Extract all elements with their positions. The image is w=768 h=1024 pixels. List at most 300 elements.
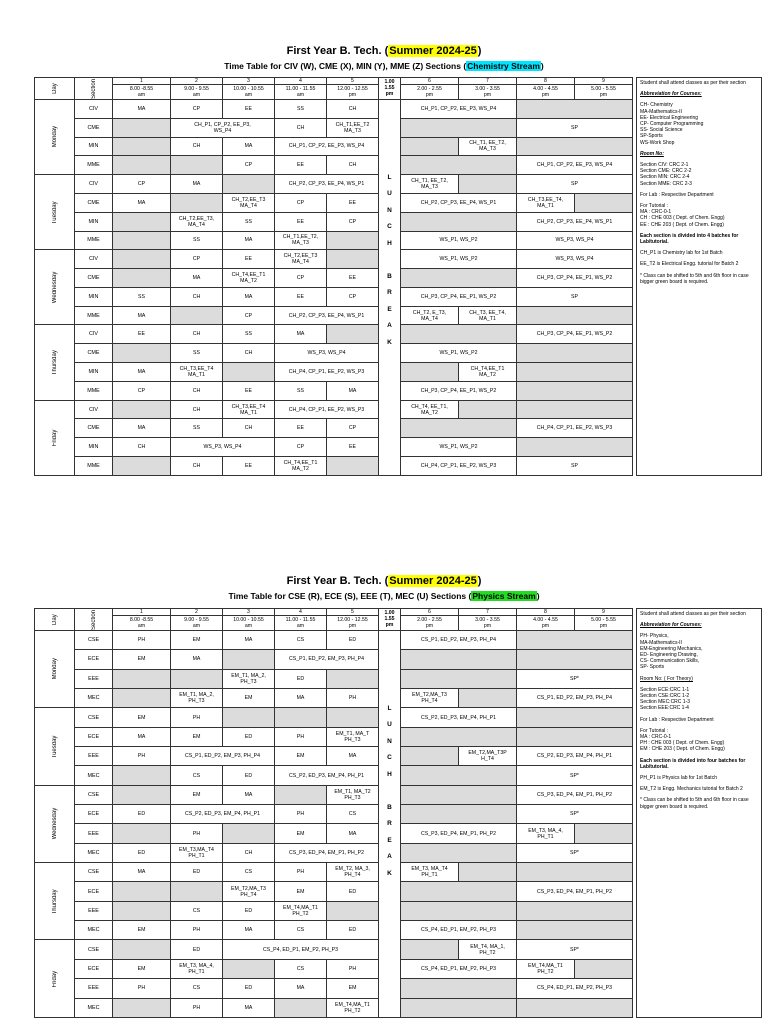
class-slot: CH <box>327 99 379 118</box>
table-row <box>35 766 633 785</box>
lunch-letter: K <box>387 338 392 346</box>
class-slot: SS <box>275 381 327 400</box>
class-slot: CH_P2, CP_P3, EE_P4, WS_P1 <box>401 193 517 212</box>
lunch-letter: N <box>387 737 392 745</box>
note-text: Student shall attend classes as per their section <box>640 80 746 86</box>
section-label: CME <box>75 193 113 212</box>
period-number: 2 <box>171 609 223 616</box>
table-row <box>35 747 633 766</box>
class-slot: CH_T4,EE_T1 MA_T2 <box>223 269 275 288</box>
class-slot: EM <box>275 747 327 766</box>
class-slot: CS_P4, ED_P1, EM_P2, PH_P3 <box>401 959 517 978</box>
empty-slot <box>327 457 379 476</box>
empty-slot <box>517 901 633 920</box>
lunch-letter: A <box>387 853 392 861</box>
class-slot: CH_P1, CP_P2, EE_P3, WS_P4 <box>517 156 633 175</box>
period-number: 3 <box>223 78 275 85</box>
empty-slot <box>223 650 275 669</box>
class-slot: CH_P3, CP_P4, EE_P1, WS_P2 <box>517 325 633 344</box>
class-slot: CP <box>113 175 171 194</box>
class-slot: ED <box>113 843 171 862</box>
lunch-letter: R <box>387 289 392 297</box>
class-slot: WS_P3, WS_P4 <box>517 231 633 250</box>
note-text: CH_P1 is Chemistry lab for 1st Batch <box>640 250 723 257</box>
class-slot: CH_T1, EE_T2, MA_T3 <box>401 175 459 194</box>
empty-slot <box>113 940 171 959</box>
class-slot: WS_P1, WS_P2 <box>401 438 517 457</box>
table-row <box>35 805 633 824</box>
section-label: CSE <box>75 863 113 882</box>
class-slot: CS_P2, ED_P3, EM_P4, PH_P1 <box>517 747 633 766</box>
header-section: Section <box>75 609 113 631</box>
class-slot: CP <box>327 212 379 231</box>
class-slot: CH_P1, CP_P2, EE_P3, WS_P4 <box>401 99 517 118</box>
empty-slot <box>113 137 171 156</box>
class-slot: MA <box>113 99 171 118</box>
section-label: MME <box>75 156 113 175</box>
section-label: ECE <box>75 959 113 978</box>
section-label: MIN <box>75 212 113 231</box>
class-slot: CH_P2, CP_P3, EE_P4, WS_P1 <box>275 175 379 194</box>
class-slot: ED <box>171 863 223 882</box>
class-slot: EM <box>113 650 171 669</box>
class-slot: CH_P1, CP_P2, EE_P3, WS_P4 <box>275 137 379 156</box>
class-slot: EM <box>171 785 223 804</box>
empty-slot <box>113 231 171 250</box>
table-row <box>35 381 633 400</box>
table-row <box>35 708 633 727</box>
class-slot: EM_T1, MA_T2 PH_T3 <box>327 785 379 804</box>
table-row <box>35 689 633 708</box>
note-text: * Class can be shifted to 5th and 6th floor in case bigger green board is required. <box>640 797 749 810</box>
lunch-letter: R <box>387 820 392 828</box>
lunch-letter: H <box>387 239 392 247</box>
empty-slot <box>275 785 327 804</box>
period-number: 9 <box>575 609 633 616</box>
empty-slot <box>327 325 379 344</box>
class-slot: CH_P2, CP_P3, EE_P4, WS_P1 <box>275 306 379 325</box>
class-slot: CS <box>327 805 379 824</box>
period-time: 12.00 - 12.55 pm <box>327 616 379 631</box>
table-row <box>35 921 633 940</box>
empty-slot <box>401 419 517 438</box>
section-label: CSE <box>75 708 113 727</box>
class-slot: PH <box>171 824 223 843</box>
class-slot: CS <box>275 921 327 940</box>
table-row <box>35 193 633 212</box>
header-section: Section <box>75 78 113 100</box>
section-label: MME <box>75 231 113 250</box>
empty-slot <box>517 137 633 156</box>
class-slot: EM_T4,MA_T1 PH_T2 <box>275 901 327 920</box>
period-number: 7 <box>459 78 517 85</box>
period-time: 10.00 - 10.55 am <box>223 85 275 100</box>
empty-slot <box>401 747 459 766</box>
empty-slot <box>171 882 223 901</box>
period-number: 4 <box>275 609 327 616</box>
section-label: CIV <box>75 325 113 344</box>
notes-panel <box>636 77 762 476</box>
class-slot: CP <box>113 381 171 400</box>
class-slot: CH <box>223 419 275 438</box>
timetable-grid <box>34 77 633 476</box>
class-slot: EM <box>275 882 327 901</box>
class-slot: CH <box>223 344 275 363</box>
class-slot: CH_T3,EE_T4 MA_T1 <box>171 363 223 382</box>
empty-slot <box>113 882 171 901</box>
empty-slot <box>575 959 633 978</box>
section-label: MEC <box>75 843 113 862</box>
note-text: Section ECE:CRC 1-1 Section CSE:CRC 1-2 Section MEC:CRC 1-3 Section EEE:CRC 1-4 <box>640 686 691 712</box>
class-slot: EM <box>113 921 171 940</box>
empty-slot <box>517 921 633 940</box>
header-day: Day <box>35 78 75 100</box>
empty-slot <box>401 843 517 862</box>
table-row <box>35 287 633 306</box>
empty-slot <box>275 708 327 727</box>
class-slot: CS <box>171 901 223 920</box>
lunch-letter: U <box>387 190 392 198</box>
table-row <box>35 727 633 746</box>
class-slot: SP* <box>517 669 633 688</box>
class-slot: EM_T1, MA_2, PH_T3 <box>223 669 275 688</box>
empty-slot <box>401 363 459 382</box>
section-label: MIN <box>75 438 113 457</box>
class-slot: CS <box>223 863 275 882</box>
empty-slot <box>223 363 275 382</box>
class-slot: SP* <box>517 843 633 862</box>
empty-slot <box>517 727 633 746</box>
empty-slot <box>171 193 223 212</box>
empty-slot <box>401 727 517 746</box>
table-row <box>35 156 633 175</box>
class-slot: SS <box>275 99 327 118</box>
section-label: CME <box>75 269 113 288</box>
empty-slot <box>113 156 171 175</box>
class-slot: EM_T1, MA_T PH_T3 <box>327 727 379 746</box>
lunch-letter: B <box>387 272 392 280</box>
lunch-letter: C <box>387 754 392 762</box>
note-text: Each section is divided into four batches for Lab/tutorial. <box>640 757 746 770</box>
class-slot: EM <box>223 689 275 708</box>
table-row <box>35 231 633 250</box>
section-label: MEC <box>75 766 113 785</box>
empty-slot <box>517 630 633 649</box>
section-label: EEE <box>75 824 113 843</box>
note-text: Abbreviation for Courses: <box>640 91 702 98</box>
class-slot: PH <box>171 921 223 940</box>
subtitle-suffix: ) <box>536 591 540 601</box>
class-slot: ED <box>171 940 223 959</box>
empty-slot <box>517 438 633 457</box>
class-slot: MA <box>113 727 171 746</box>
class-slot: ED <box>275 669 327 688</box>
empty-slot <box>575 193 633 212</box>
note-text: Section CIV: CRC 2-1 Section CME: CRC 2-2 Section MIN: CRC 2-4 Section MME: CRC 2-3 <box>640 162 692 187</box>
section-label: EEE <box>75 669 113 688</box>
empty-slot <box>401 940 459 959</box>
page-subtitle <box>0 61 768 72</box>
table-row <box>35 843 633 862</box>
table-row <box>35 630 633 649</box>
day-label: Monday <box>35 99 75 174</box>
class-slot: PH <box>171 708 223 727</box>
class-slot: ED <box>223 901 275 920</box>
page-title <box>0 575 768 588</box>
table-row <box>35 940 633 959</box>
period-number: 5 <box>327 78 379 85</box>
period-number: 5 <box>327 609 379 616</box>
empty-slot <box>113 212 171 231</box>
empty-slot <box>401 805 517 824</box>
table-row <box>35 438 633 457</box>
empty-slot <box>327 231 379 250</box>
class-slot: CH <box>223 843 275 862</box>
note-text: For Lab : Respective Department <box>640 716 714 723</box>
empty-slot <box>401 269 517 288</box>
class-slot: EM_T3,MA_T4 PH_T1 <box>171 843 223 862</box>
class-slot: ED <box>113 805 171 824</box>
empty-slot <box>401 212 517 231</box>
class-slot: CH_P1, CP_P2, EE_P3, WS_P4 <box>171 118 275 137</box>
class-slot: EM <box>275 824 327 843</box>
empty-slot <box>113 901 171 920</box>
class-slot: CH_P2, CP_P3, EE_P4, WS_P1 <box>517 212 633 231</box>
section-label: CME <box>75 344 113 363</box>
note-text: For Tutorial : MA : CRC-0-1 CH : CHE 003 ( Dept. of Chem. Engg) EE : CHE 203 ( Dept. of Chem. Engg) <box>640 203 725 228</box>
lunch-letter: H <box>387 770 392 778</box>
period-number: 7 <box>459 609 517 616</box>
class-slot: EM_T4,MA_T1 PH_T2 <box>517 959 575 978</box>
class-slot: MA <box>327 824 379 843</box>
period-number: 2 <box>171 78 223 85</box>
class-slot: SS <box>113 287 171 306</box>
class-slot: EM_T2,MA_T3 PH_T4 <box>401 689 459 708</box>
class-slot: ED <box>223 979 275 998</box>
empty-slot <box>401 118 517 137</box>
class-slot: PH <box>327 959 379 978</box>
class-slot: EE <box>327 193 379 212</box>
class-slot: CH_T3, EE_T4, MA_T1 <box>459 306 517 325</box>
class-slot: EE <box>327 438 379 457</box>
empty-slot <box>223 959 275 978</box>
class-slot: CS_P2, ED_P3, EM_P4, PH_P1 <box>171 805 275 824</box>
section-label: MEC <box>75 921 113 940</box>
lunch-letter: N <box>387 206 392 214</box>
note-text: For Tutorial : MA : CRC-0-1 PH : CHE 003 ( Dept. of Chem. Engg) EM : CHE 203 ( Dept. of Chem. Engg) <box>640 727 725 753</box>
class-slot: CS_P4, ED_P1, EM_P2, PH_P3 <box>401 921 517 940</box>
table-row <box>35 882 633 901</box>
class-slot: EE <box>327 269 379 288</box>
class-slot: SS <box>223 212 275 231</box>
class-slot: SS <box>171 344 223 363</box>
empty-slot <box>459 863 517 882</box>
empty-slot <box>275 998 327 1018</box>
section-label: CIV <box>75 99 113 118</box>
class-slot: CH_T3,EE_T4 MA_T1 <box>223 400 275 419</box>
class-slot: CP <box>223 156 275 175</box>
class-slot: SP* <box>517 766 633 785</box>
class-slot: CH_T2,EE_T3 MA_T4 <box>223 193 275 212</box>
class-slot: MA <box>327 747 379 766</box>
period-time: 2.00 - 2.55 pm <box>401 616 459 631</box>
class-slot: EM_T1, MA_2, PH_T3 <box>171 689 223 708</box>
header-row-times <box>35 616 633 631</box>
class-slot: CS_P4, ED_P1, EM_P2, PH_P3 <box>223 940 379 959</box>
empty-slot <box>517 863 633 882</box>
section-label: MME <box>75 306 113 325</box>
day-label: Wednesday <box>35 250 75 325</box>
period-time: 12.00 - 12.55 pm <box>327 85 379 100</box>
class-slot: EM_T2,MA_T3 PH_T4 <box>223 882 275 901</box>
class-slot: EE <box>223 99 275 118</box>
class-slot: CH <box>171 381 223 400</box>
header-row-times <box>35 85 633 100</box>
note-text: Abbreviation for Courses: <box>640 622 702 629</box>
class-slot: CH <box>113 438 171 457</box>
table-row <box>35 650 633 669</box>
class-slot: WS_P1, WS_P2 <box>401 250 517 269</box>
section-label: MEC <box>75 998 113 1018</box>
class-slot: EE <box>223 250 275 269</box>
empty-slot <box>401 785 517 804</box>
subtitle-highlight: Chemistry Stream <box>467 61 540 71</box>
day-label: Wednesday <box>35 785 75 862</box>
class-slot: CH_T4, EE_T1, MA_T2 <box>401 400 459 419</box>
class-slot: PH <box>275 727 327 746</box>
table-row <box>35 979 633 998</box>
section-label: MIN <box>75 363 113 382</box>
class-slot: CH_T2,EE_T3 MA_T4 <box>275 250 327 269</box>
empty-slot <box>113 344 171 363</box>
class-slot: CH_P4, CP_P1, EE_P2, WS_P3 <box>517 419 633 438</box>
table-row <box>35 824 633 843</box>
note-text: * Class can be shifted to 5th and 6th floor in case bigger green board is required. <box>640 272 749 285</box>
class-slot: SP <box>517 175 633 194</box>
empty-slot <box>401 766 517 785</box>
lunch-break-column <box>379 99 401 475</box>
section-label: CIV <box>75 250 113 269</box>
table-row <box>35 269 633 288</box>
empty-slot <box>401 325 517 344</box>
class-slot: CS_P1, ED_P2, EM_P3, PH_P4 <box>401 630 517 649</box>
class-slot: CP <box>327 419 379 438</box>
class-slot: CP <box>275 269 327 288</box>
empty-slot <box>401 650 517 669</box>
empty-slot <box>113 250 171 269</box>
table-row <box>35 363 633 382</box>
class-slot: CS_P1, ED_P2, EM_P3, PH_P4 <box>275 650 379 669</box>
day-label: Friday <box>35 400 75 475</box>
class-slot: WS_P1, WS_P2 <box>401 231 517 250</box>
class-slot: PH <box>113 630 171 649</box>
class-slot: MA <box>223 921 275 940</box>
subtitle-prefix: Time Table for CIV (W), CME (X), MIN (Y), MME (Z) Sections ( <box>224 61 467 71</box>
period-time: 11.00 - 11.55 am <box>275 85 327 100</box>
section-label: CME <box>75 118 113 137</box>
class-slot: EM_T2,MA_T3P H_T4 <box>459 747 517 766</box>
class-slot: EM_T4, MA_1, PH_T2 <box>459 940 517 959</box>
class-slot: EE <box>223 457 275 476</box>
period-number: 1 <box>113 78 171 85</box>
table-row <box>35 669 633 688</box>
day-label: Tuesday <box>35 708 75 785</box>
note-text: For Lab : Respective Department <box>640 191 714 198</box>
section-label: ECE <box>75 805 113 824</box>
class-slot: MA <box>223 287 275 306</box>
period-number: 4 <box>275 78 327 85</box>
section-label: MME <box>75 457 113 476</box>
class-slot: SS <box>171 231 223 250</box>
section-label: MEC <box>75 689 113 708</box>
table-row <box>35 998 633 1018</box>
empty-slot <box>575 824 633 843</box>
class-slot: MA <box>223 231 275 250</box>
table-row <box>35 325 633 344</box>
class-slot: ED <box>327 630 379 649</box>
header-lunch-time: 1.00 1.55 pm <box>379 609 401 631</box>
class-slot: SP* <box>517 805 633 824</box>
class-slot: EM <box>113 959 171 978</box>
class-slot: CP <box>171 250 223 269</box>
timetable-grid <box>34 608 633 1018</box>
class-slot: CH <box>275 118 327 137</box>
period-time: 3.00 - 3.55 pm <box>459 616 517 631</box>
empty-slot <box>223 175 275 194</box>
class-slot: EM <box>171 727 223 746</box>
header-row-numbers <box>35 609 633 616</box>
section-label: MME <box>75 381 113 400</box>
class-slot: ED <box>327 921 379 940</box>
class-slot: EM <box>327 979 379 998</box>
class-slot: CS_P1, ED_P2, EM_P3, PH_P4 <box>517 689 633 708</box>
table-row <box>35 306 633 325</box>
class-slot: SP* <box>517 940 633 959</box>
class-slot: MA <box>113 419 171 438</box>
class-slot: CH_P4, CP_P1, EE_P2, WS_P3 <box>401 457 517 476</box>
class-slot: PH <box>275 863 327 882</box>
class-slot: CS_P3, ED_P4, EM_P1, PH_P2 <box>517 882 633 901</box>
lunch-letter: U <box>387 721 392 729</box>
empty-slot <box>517 998 633 1018</box>
class-slot: CS_P4, ED_P1, EM_P2, PH_P3 <box>517 979 633 998</box>
class-slot: CH_P3, CP_P4, EE_P1, WS_P2 <box>401 287 517 306</box>
section-label: CIV <box>75 400 113 419</box>
lunch-letter: B <box>387 803 392 811</box>
lunch-letter <box>380 252 399 269</box>
notes-panel <box>636 608 762 1018</box>
class-slot: WS_P3, WS_P4 <box>171 438 275 457</box>
table-row <box>35 344 633 363</box>
class-slot: MA <box>171 175 223 194</box>
section-label: CME <box>75 419 113 438</box>
period-time: 3.00 - 3.55 pm <box>459 85 517 100</box>
note-text: CH- Chemistry MA-Mathematics-II EE- Electrical Engineering CP- Computer Programming SS- Social Science SP-Sports WS-Work Shop <box>640 102 704 146</box>
class-slot: EE <box>223 381 275 400</box>
class-slot: MA <box>113 193 171 212</box>
class-slot: PH <box>171 998 223 1018</box>
period-time: 9.00 - 9.55 am <box>171 616 223 631</box>
class-slot: ED <box>327 882 379 901</box>
class-slot: MA <box>275 979 327 998</box>
section-label: EEE <box>75 979 113 998</box>
page-subtitle <box>0 591 768 602</box>
class-slot: CH_T1,EE_T2, MA_T3 <box>275 231 327 250</box>
class-slot: MA <box>275 325 327 344</box>
table-row <box>35 457 633 476</box>
empty-slot <box>401 137 459 156</box>
title-prefix: First Year B. Tech. ( <box>286 45 389 57</box>
